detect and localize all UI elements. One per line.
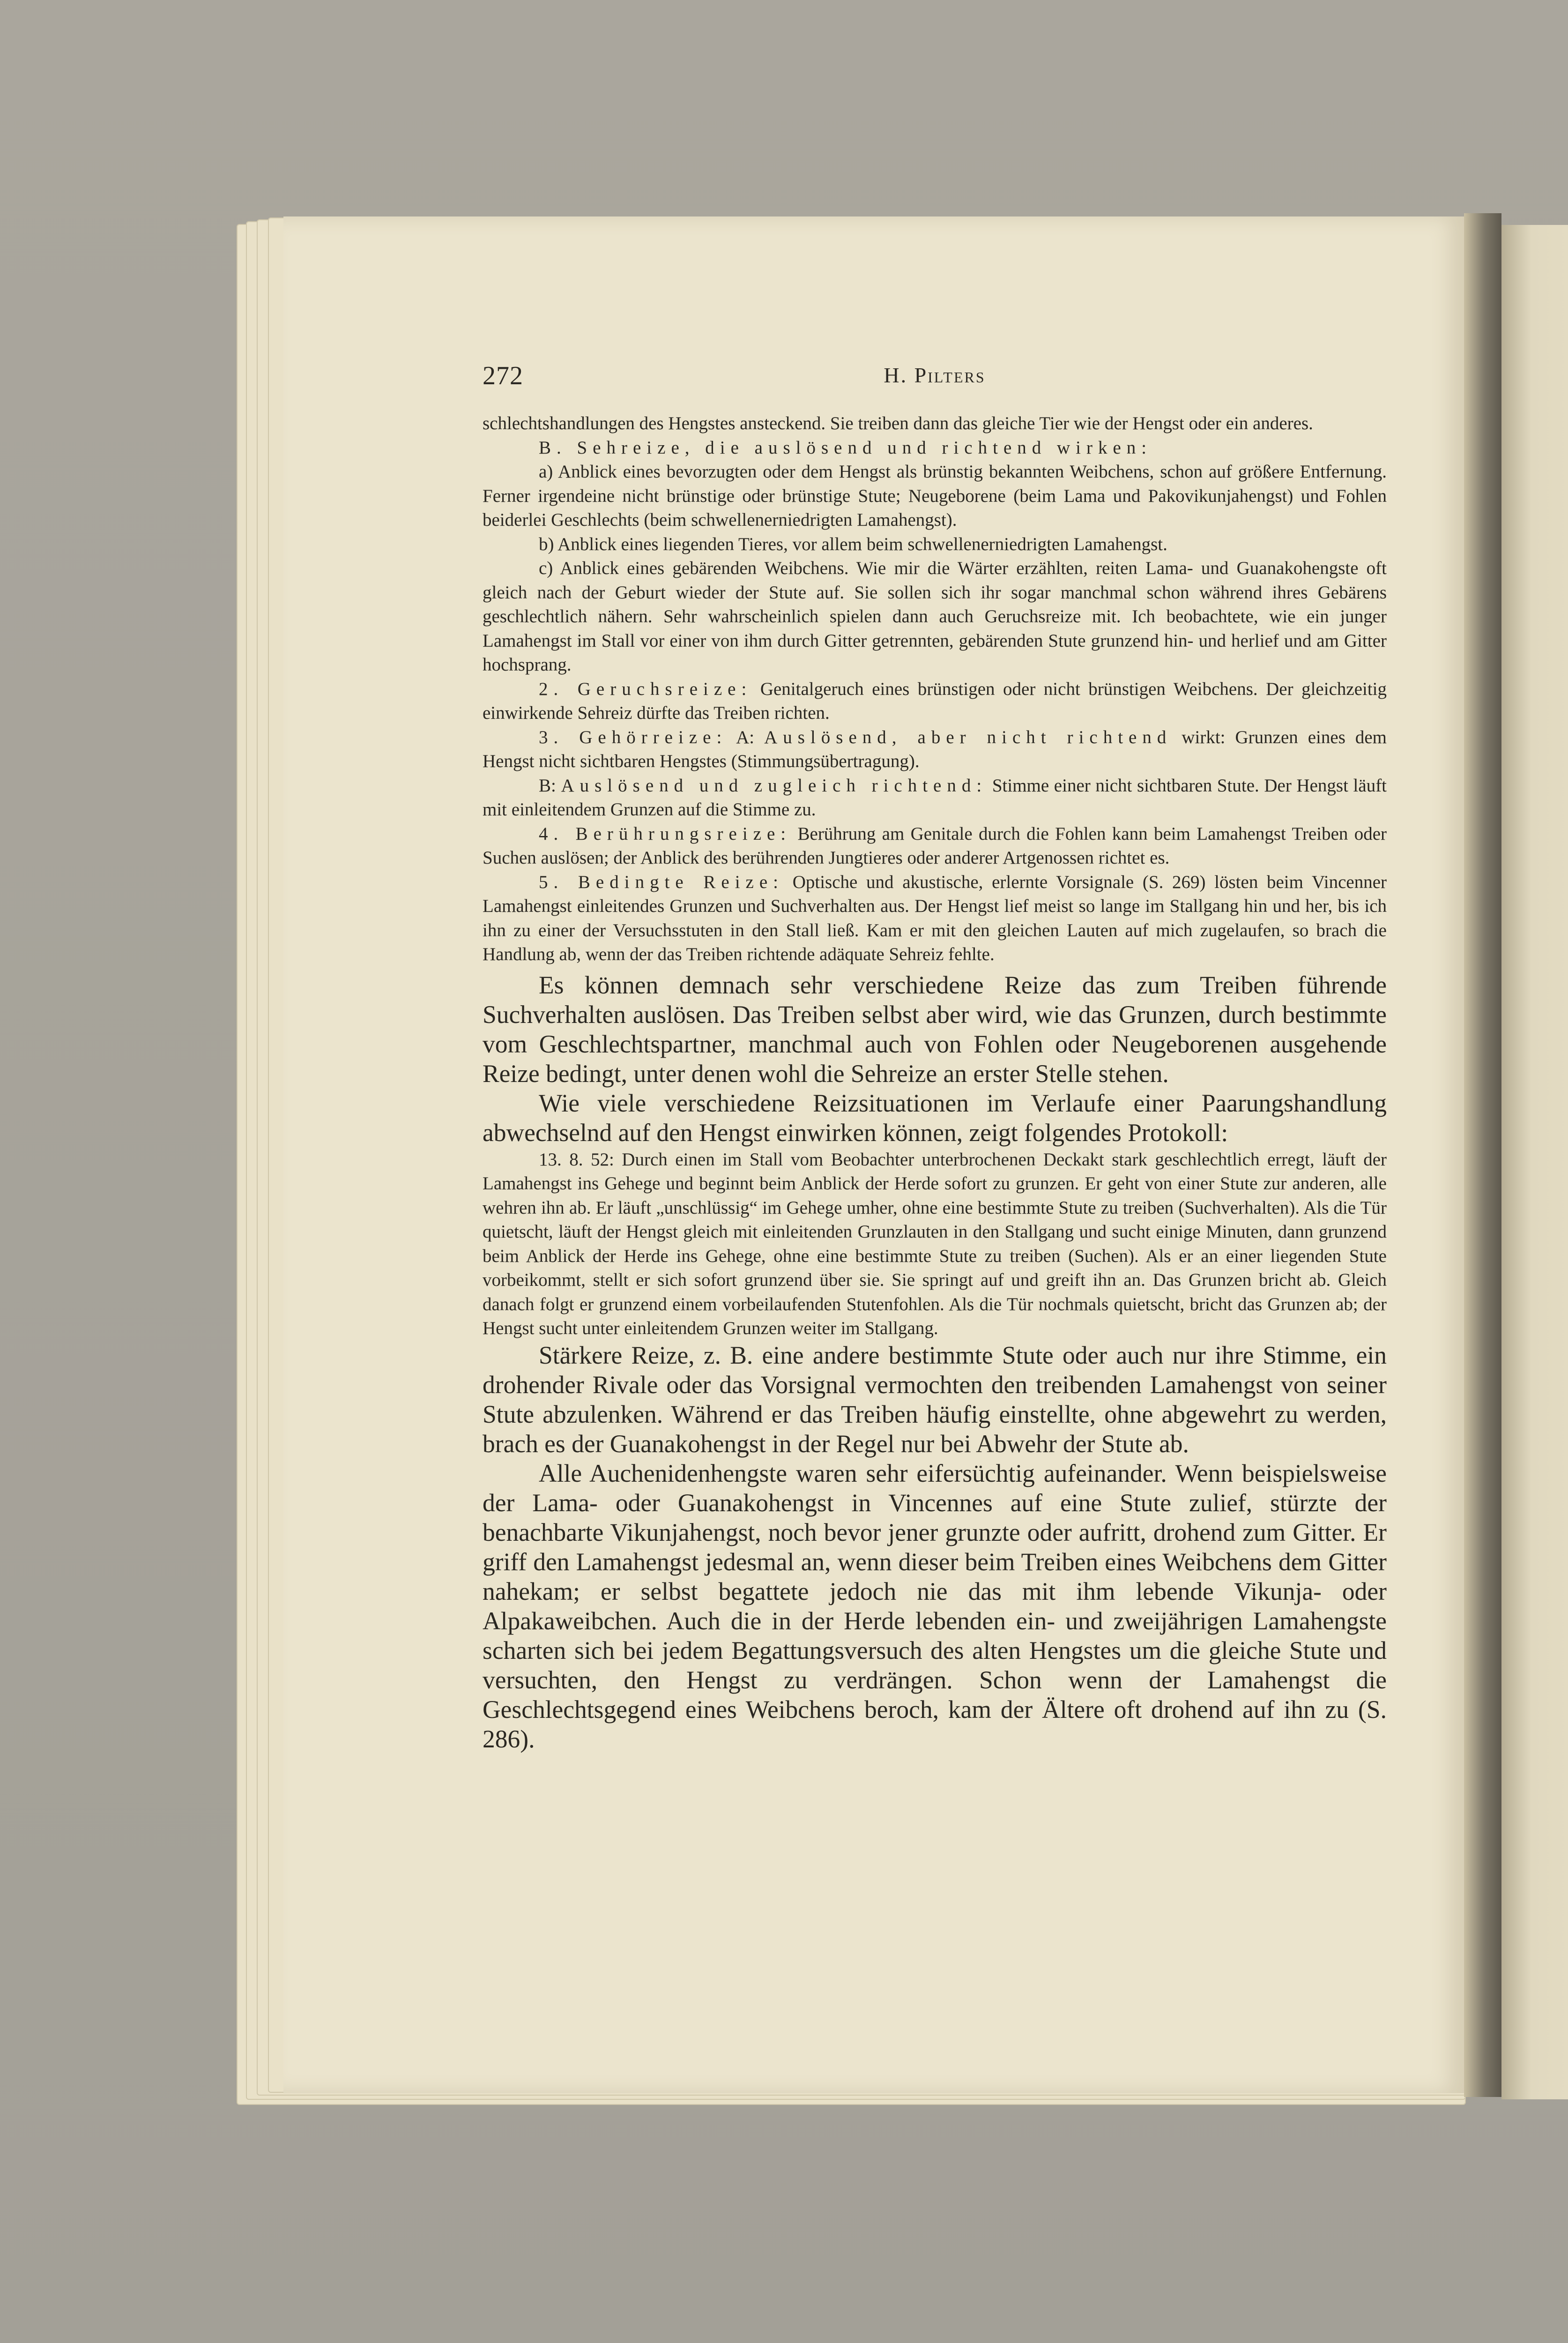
paragraph bbox=[483, 822, 1387, 870]
facing-page-edge bbox=[1501, 225, 1568, 2099]
book-gutter bbox=[1464, 213, 1501, 2097]
spaced-heading: 4. Berührungsreize: bbox=[539, 823, 792, 844]
page-text bbox=[483, 411, 1387, 1754]
paragraph: b) Anblick eines liegenden Tieres, vor allem beim schwellenerniedrigten Lamahengst. bbox=[539, 534, 1167, 554]
paragraph-text: Stimme einer nicht sichtbaren Stute. Der Hengst läuft mit einleitendem Grunzen auf die Stimme zu. bbox=[483, 775, 1387, 820]
paragraph bbox=[483, 774, 1387, 822]
spaced-heading: 3. Gehörreize: bbox=[539, 727, 728, 747]
paragraph bbox=[483, 870, 1387, 967]
spaced-heading: 5. Bedingte Reize: bbox=[539, 872, 784, 892]
paragraph: Alle Auchenidenhengste waren sehr eifersüchtig aufeinander. Wenn beispielsweise der Lama- oder Guanakohengst in Vincennes auf eine Stute zulief, stürzte der benachbarte Vikunjahengst, noch bevor jener grunzte oder aufritt, drohend zum Gitter. Er griff den Lamahengst jedesmal an, wenn dieser beim Treiben eines Weibchens dem Gitter nahekam; er selbst begattete jedoch nie das mit ihm lebende Vikunja- oder Alpakaweibchen. Auch die in der Herde lebenden ein- und zweijährigen Lamahengste scharten sich bei jedem Begattungsversuch des alten Hengstes um die gleiche Stute und versuchten, den Hengst zu verdrängen. Schon wenn der Lamahengst die Geschlechtsgegend eines Weibchens beroch, kam der Ältere oft drohend auf ihn zu (S. 286). bbox=[483, 1459, 1387, 1753]
paragraph: Stärkere Reize, z. B. eine andere bestimmte Stute oder auch nur ihre Stimme, ein drohender Rivale oder das Vorsignal vermochten den treibenden Lamahengst von seiner Stute abzulenken. Während er das Treiben häufig einstellte, ohne abgewehrt zu werden, brach es der Guanakohengst in der Regel nur bei Abwehr der Stute ab. bbox=[483, 1341, 1387, 1458]
spaced-heading: Auslösend und zugleich richtend: bbox=[561, 775, 988, 796]
spaced-heading: Auslösend, aber nicht richtend bbox=[764, 727, 1172, 747]
paragraph-text: Berührung am Genitale durch die Fohlen kann beim Lamahengst Treiben oder Suchen auslösen; der Anblick des berührenden Jungtieres oder anderer Artgenossen richtet es. bbox=[483, 823, 1387, 868]
paragraph: schlechtshandlungen des Hengstes ansteckend. Sie treiben dann das gleiche Tier wie der Hengst oder ein anderes. bbox=[483, 413, 1313, 433]
spaced-heading: B. Sehreize, die auslösend und richtend wirken: bbox=[539, 437, 1152, 458]
paragraph-text: B: bbox=[539, 775, 556, 796]
small-print-section bbox=[483, 411, 1387, 967]
page-header bbox=[483, 361, 1387, 394]
paragraph: Es können demnach sehr verschiedene Reize das zum Treiben führende Suchverhalten auslösen. Das Treiben selbst aber wird, wie das Grunzen, durch bestimmte vom Geschlechtspartner, manchmal auch von Fohlen oder Neugeborenen ausgehende Reize bedingt, unter denen wohl die Sehreize an erster Stelle stehen. bbox=[483, 970, 1387, 1088]
paragraph-text: A: bbox=[736, 727, 755, 747]
paragraph-text: wirkt: Grunzen eines dem Hengst nicht sichtbaren Hengstes (Stimmungsübertragung). bbox=[483, 727, 1387, 771]
running-head: H. Pilters bbox=[884, 363, 986, 387]
paragraph: a) Anblick eines bevorzugten oder dem Hengst als brünstig bekannten Weibchens, schon auf größere Entfernung. Ferner irgendeine nicht brünstige oder brünstige Stute; Neugeborene (beim Lama und Pakovikunjahengst) und Fohlen beiderlei Geschlechts (beim schwellenerniedrigten Lamahengst). bbox=[483, 462, 1387, 530]
paragraph-text: Genitalgeruch eines brünstigen oder nicht brünstigen Weibchens. Der gleichzeitig einwirkende Sehreiz dürfte das Treiben richten. bbox=[483, 679, 1387, 723]
list-heading bbox=[483, 436, 1387, 460]
paragraph: Wie viele verschiedene Reizsituationen im Verlaufe einer Paarungshandlung abwechselnd auf den Hengst einwirken können, zeigt folgendes Protokoll: bbox=[483, 1089, 1387, 1147]
page-number: 272 bbox=[483, 361, 523, 390]
paragraph bbox=[483, 677, 1387, 725]
paragraph bbox=[483, 725, 1387, 774]
paragraph: c) Anblick eines gebärenden Weibchens. Wie mir die Wärter erzählten, reiten Lama- und Guanakohengste oft gleich nach der Geburt wieder der Stute auf. Sie sollen sich ihr sogar manchmal schon während ihres Gebärens geschlechtlich nähern. Sehr wahrscheinlich spielen dann auch Geruchsreize mit. Ich beobachtete, wie ein junger Lamahengst im Stall vor einer von ihm durch Gitter getrennten, gebärenden Stute grunzend hin- und herlief und am Gitter hochsprang. bbox=[483, 558, 1387, 675]
paragraph-text: Optische und akustische, erlernte Vorsignale (S. 269) lösten beim Vincenner Lamahengst einleitendes Grunzen und Suchverhalten aus. Der Hengst lief meist so lange im Stallgang hin und her, bis ich ihn zu einer der Versuchsstuten in den Stall ließ. Kam er mit den gleichen Lauten auf mich zugelaufen, so brach die Handlung ab, wenn der das Treiben richtende adäquate Sehreiz fehlte. bbox=[483, 872, 1387, 964]
spaced-heading: 2. Geruchsreize: bbox=[539, 679, 752, 699]
protocol-section bbox=[483, 1148, 1387, 1341]
protocol-paragraph: 13. 8. 52: Durch einen im Stall vom Beobachter unterbrochenen Deckakt stark geschlechtlich erregt, läuft der Lamahengst ins Gehege und beginnt beim Anblick der Herde sofort zu grunzen. Er geht von einer Stute zur anderen, alle wehren ihn ab. Er läuft „unschlüssig“ im Gehege umher, ohne eine bestimmte Stute zu treiben (Suchverhalten). Als die Tür quietscht, läuft der Hengst gleich mit einleitenden Grunzlauten in den Stallgang und sucht einige Minuten, dann grunzend beim Anblick der Herde ins Gehege, ohne eine bestimmte Stute zu treiben (Suchen). Als er an einer liegenden Stute vorbeikommt, stellt er sich sofort grunzend über sie. Sie springt auf und greift ihn an. Das Grunzen bricht ab. Gleich danach folgt er grunzend einem vorbeilaufenden Stutenfohlen. Als die Tür nochmals quietscht, bricht das Grunzen ab; der Hengst sucht unter einleitendem Grunzen weiter im Stallgang. bbox=[483, 1149, 1387, 1338]
